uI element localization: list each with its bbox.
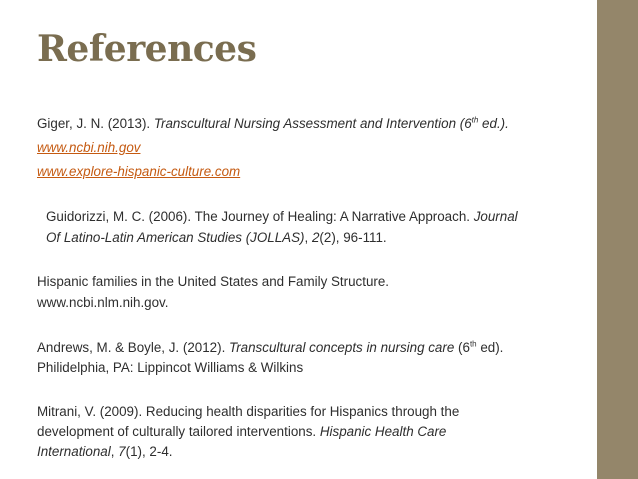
reference-hispanic-families [37, 272, 389, 292]
reference-link-hispanic-culture [37, 162, 240, 182]
reference-text: Mitrani, V. (2009). Reducing health disparities for Hispanics through the [37, 404, 460, 419]
superscript: th [469, 339, 477, 349]
reference-text: Guidorizzi, M. C. (2006). The Journey of Healing: A Narrative Approach. [46, 209, 474, 224]
reference-mitrani-line2 [37, 422, 446, 442]
reference-giger [37, 114, 509, 134]
volume: 7 [118, 444, 126, 459]
edition-start: (6 [454, 340, 470, 355]
reference-hispanic-families-line2 [37, 293, 168, 313]
slide-title: References [37, 28, 257, 70]
journal-title: Journal [473, 209, 518, 224]
reference-guidorizzi [46, 207, 518, 227]
reference-mitrani-line3 [37, 442, 173, 462]
journal-title: Of Latino-Latin American Studies (JOLLAS) [46, 230, 305, 245]
reference-text: , [304, 230, 312, 245]
reference-guidorizzi-line2 [46, 228, 387, 248]
journal-title: International [37, 444, 111, 459]
reference-text: Giger, J. N. (2013). [37, 116, 154, 131]
reference-url: www.ncbi.nlm.nih.gov. [37, 295, 169, 310]
issue-pages: (1), 2-4. [125, 444, 173, 459]
journal-title: Hispanic Health Care [319, 424, 447, 439]
reference-andrews-line2 [37, 358, 303, 378]
volume: 2 [311, 230, 320, 245]
superscript: th [471, 115, 479, 125]
hispanic-culture-link[interactable]: www.explore-hispanic-culture.com [37, 164, 241, 179]
edition-end: ed). [476, 340, 504, 355]
book-title: Transcultural concepts in nursing care [229, 340, 455, 355]
ncbi-link[interactable]: www.ncbi.nih.gov [37, 140, 141, 155]
decorative-side-bar [597, 0, 638, 479]
publisher: Philidelphia, PA: Lippincot Williams & Wilkins [37, 360, 304, 375]
reference-text: Hispanic families in the United States and Family Structure. [37, 274, 390, 289]
book-title: Transcultural Nursing Assessment and Intervention (6 [153, 116, 472, 131]
reference-mitrani [37, 402, 459, 422]
reference-text: development of culturally tailored interventions. [37, 424, 320, 439]
issue-pages: (2), 96-111. [319, 230, 387, 245]
reference-text: , [110, 444, 119, 459]
reference-andrews [37, 338, 503, 358]
reference-text: Andrews, M. & Boyle, J. (2012). [37, 340, 230, 355]
book-title-end: ed.). [478, 116, 509, 131]
reference-link-ncbi [37, 138, 140, 158]
